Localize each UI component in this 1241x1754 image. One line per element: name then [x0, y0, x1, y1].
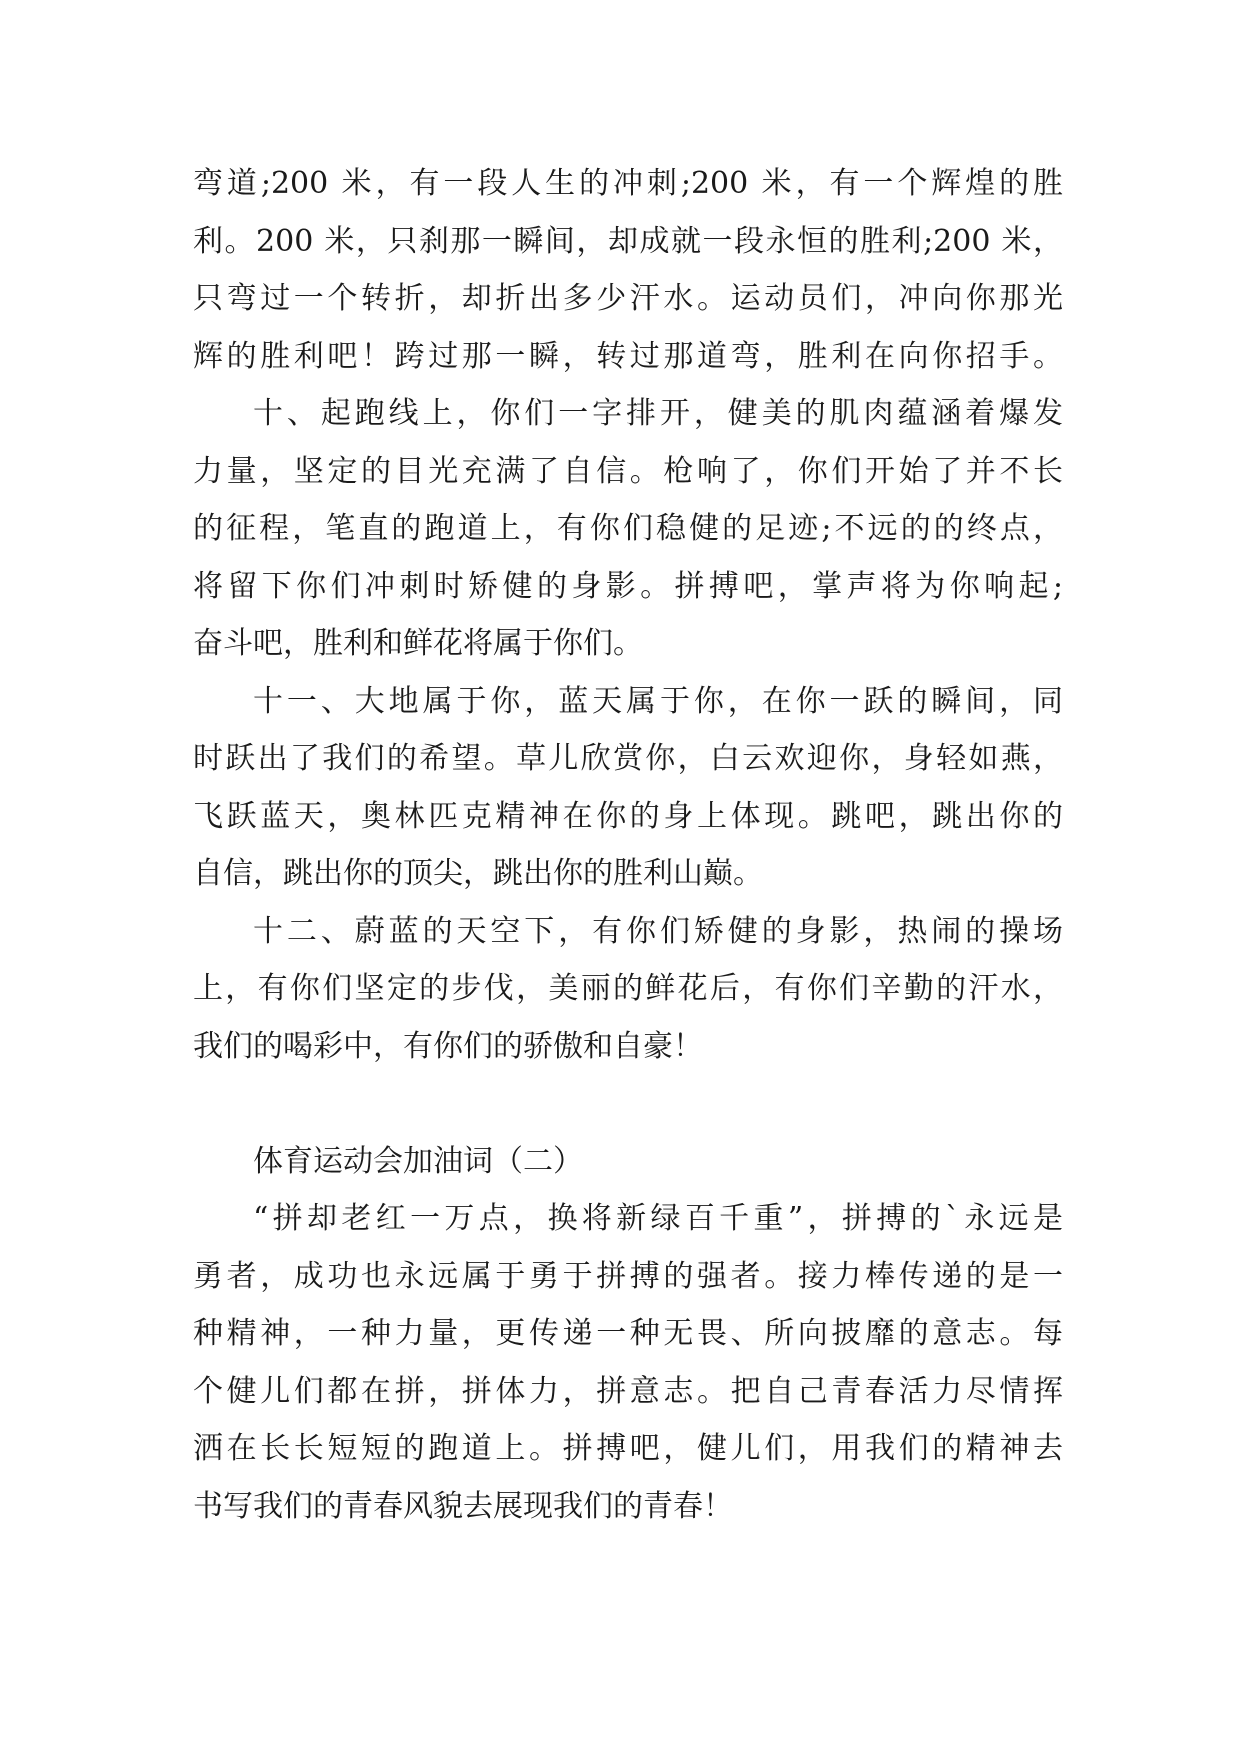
text-line: 十一、大地属于你，蓝天属于你，在你一跃的瞬间，同: [253, 683, 1063, 719]
text-line: 辉的胜利吧！跨过那一瞬，转过那道弯，胜利在向你招手。: [193, 338, 1063, 374]
section-heading: 体育运动会加油词（二）: [253, 1143, 583, 1179]
text-line: 时跃出了我们的希望。草儿欣赏你，白云欢迎你，身轻如燕，: [193, 741, 1063, 776]
document-body: [193, 155, 1063, 1535]
text-line: 力量，坚定的目光充满了自信。枪响了，你们开始了并不长: [193, 453, 1063, 489]
text-line: 奋斗吧，胜利和鲜花将属于你们。: [193, 626, 643, 661]
text-line: 上，有你们坚定的步伐，美丽的鲜花后，有你们辛勤的汗水，: [193, 971, 1063, 1006]
text-line: 自信，跳出你的顶尖，跳出你的胜利山巅。: [193, 856, 763, 891]
text-line: 只弯过一个转折，却折出多少汗水。运动员们，冲向你那光: [193, 281, 1063, 316]
text-line: 书写我们的青春风貌去展现我们的青春！: [193, 1488, 733, 1524]
text-line: 将留下你们冲刺时矫健的身影。拼搏吧，掌声将为你响起;: [193, 568, 1063, 604]
text-line: 个健儿们都在拼，拼体力，拼意志。把自己青春活力尽情挥: [193, 1373, 1063, 1409]
paragraph-section-two: [193, 1190, 1063, 1535]
text-line: 我们的喝彩中，有你们的骄傲和自豪！: [193, 1028, 703, 1064]
text-line: 的征程，笔直的跑道上，有你们稳健的足迹;不远的的终点，: [193, 511, 1063, 546]
paragraph-ten: [193, 385, 1063, 673]
paragraph-eleven: [193, 673, 1063, 903]
text-line: 种精神，一种力量，更传递一种无畏、所向披靡的意志。每: [193, 1316, 1063, 1351]
text-line: 洒在长长短短的跑道上。拼搏吧，健儿们，用我们的精神去: [193, 1431, 1063, 1466]
text-line: 飞跃蓝天，奥林匹克精神在你的身上体现。跳吧，跳出你的: [193, 798, 1063, 834]
text-line: 十、起跑线上，你们一字排开，健美的肌肉蕴涵着爆发: [253, 396, 1063, 431]
text-line: “拼却老红一万点，换将新绿百千重”，拼搏的`永远是: [253, 1201, 1063, 1236]
text-line: 十二、蔚蓝的天空下，有你们矫健的身影，热闹的操场: [253, 913, 1063, 949]
paragraph-twelve: [193, 903, 1063, 1076]
text-line: 勇者，成功也永远属于勇于拼搏的强者。接力棒传递的是一: [193, 1258, 1063, 1294]
text-line: 弯道;200 米，有一段人生的冲刺;200 米，有一个辉煌的胜: [193, 166, 1063, 201]
text-line: 利。200 米，只刹那一瞬间，却成就一段永恒的胜利;200 米，: [193, 223, 1063, 259]
section-spacer: [193, 1075, 1063, 1133]
paragraph-continued: [193, 155, 1063, 385]
